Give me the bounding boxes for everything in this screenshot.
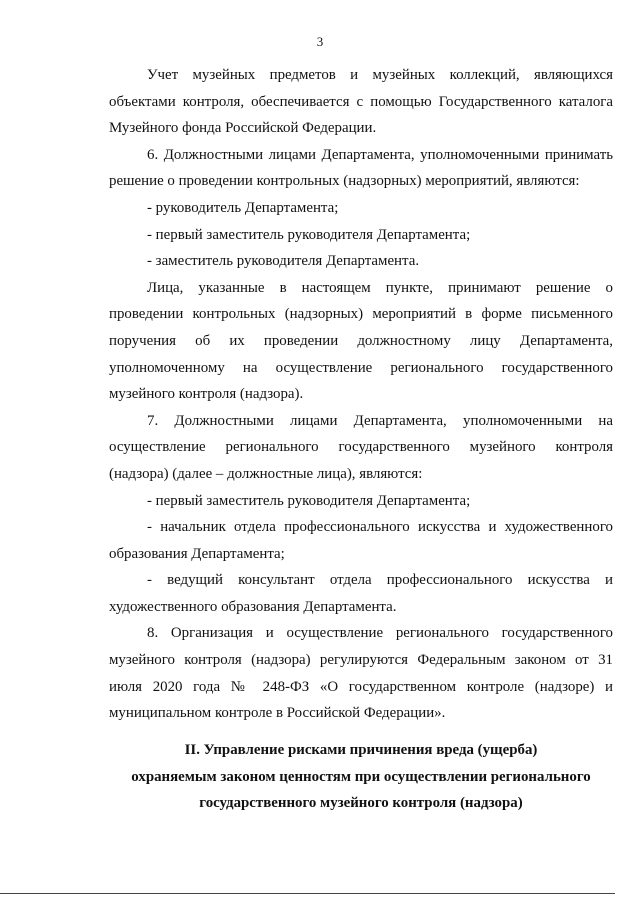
paragraph-line: 7. Должностными лицами Департамента, уполномоченными на	[147, 412, 613, 429]
list-item: - руководитель Департамента;	[147, 199, 339, 216]
section-title-line: охраняемым законом ценностям при осуществлении регионального	[131, 768, 591, 785]
paragraph-line: Лица, указанные в настоящем пункте, принимают решение о	[147, 279, 613, 296]
section-title-line: государственного музейного контроля (надзора)	[199, 795, 523, 812]
paragraph-line: объектами контроля, обеспечивается с помощью Государственного каталога	[109, 93, 613, 110]
list-item-continuation: художественного образования Департамента.	[109, 598, 397, 615]
paragraph-line: уполномоченному на осуществление регионального государственного	[109, 359, 613, 376]
paragraph-line: поручения об их проведении должностному лицу Департамента,	[109, 332, 613, 349]
paragraph-line: решение о проведении контрольных (надзорных) мероприятий, являются:	[109, 173, 580, 190]
paragraph-line: Учет музейных предметов и музейных коллекций, являющихся	[147, 67, 613, 83]
paragraph-line: проведении контрольных (надзорных) мероприятий в форме письменного	[109, 306, 613, 323]
section-title	[109, 737, 613, 817]
list-item: - заместитель руководителя Департамента.	[147, 253, 420, 270]
body-text	[109, 62, 613, 727]
list-item: - первый заместитель руководителя Департамента;	[147, 492, 471, 509]
paragraph-line: музейного контроля (надзора).	[109, 386, 304, 403]
section-title-line: II. Управление рисками причинения вреда (ущерба)	[184, 742, 538, 758]
list-item: - ведущий консультант отдела профессионального искусства и	[147, 572, 613, 589]
list-item: - начальник отдела профессионального искусства и художественного	[147, 519, 613, 536]
page-number: 3	[316, 34, 324, 49]
list-item: - первый заместитель руководителя Департамента;	[147, 226, 471, 243]
paragraph-line: 6. Должностными лицами Департамента, уполномоченными принимать	[147, 146, 613, 163]
paragraph-line: музейного контроля (надзора) регулируются Федеральным законом от 31	[109, 652, 613, 669]
list-item-continuation: образования Департамента;	[109, 545, 285, 562]
paragraph-line: (надзора) (далее – должностные лица), являются:	[109, 465, 423, 482]
paragraph-line: июля 2020 года № 248-ФЗ «О государственном контроле (надзоре) и	[109, 678, 613, 695]
paragraph-line: муниципальном контроле в Российской Федерации».	[109, 705, 446, 722]
paragraph-line: осуществление регионального государственного музейного контроля	[109, 439, 613, 456]
paragraph-line: Музейного фонда Российской Федерации.	[109, 120, 377, 137]
bottom-divider	[0, 893, 615, 894]
paragraph-line: 8. Организация и осуществление регионального государственного	[147, 625, 613, 642]
